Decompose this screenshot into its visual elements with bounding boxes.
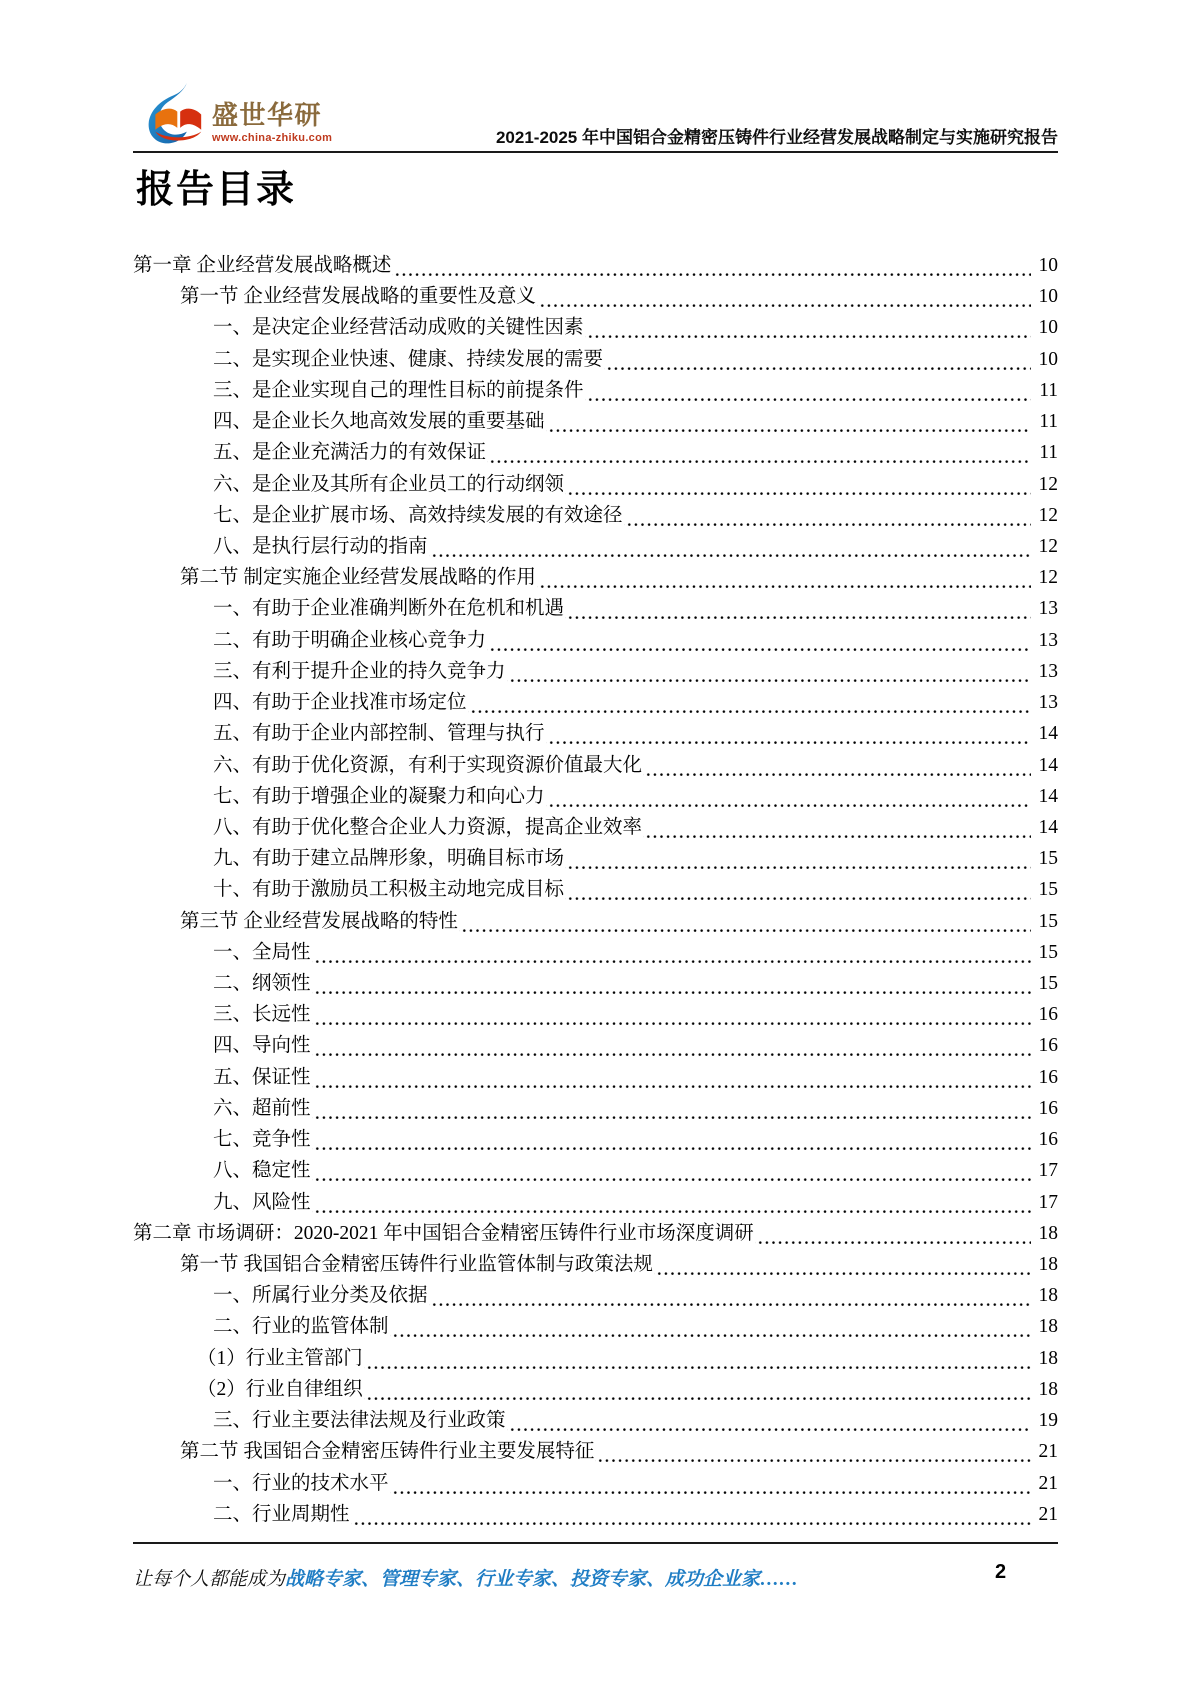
toc-entry-page: 21 [1038,1441,1058,1463]
toc-leader-dots [459,906,1031,937]
toc-entry-text: 第二节 我国铝合金精密压铸件行业主要发展特征 [180,1441,595,1463]
toc-entry[interactable] [133,1187,1058,1218]
toc-leader-dots [755,1218,1031,1249]
toc-leader-dots [312,1124,1031,1155]
footer-slogan-prefix: 让每个人都能成为 [133,1569,286,1590]
toc-entry[interactable] [133,1405,1058,1436]
toc-entry[interactable] [133,781,1058,812]
toc-leader-dots [643,750,1031,781]
header-rule [133,151,1058,153]
toc-entry[interactable] [133,1155,1058,1186]
toc-leader-dots [546,718,1031,749]
toc-entry-page: 19 [1038,1410,1058,1432]
toc-entry[interactable] [133,1311,1058,1342]
footer-page-number: 2 [995,1561,1007,1583]
toc-leader-dots [537,562,1031,593]
toc-entry[interactable] [133,437,1058,468]
toc-entry-page: 18 [1038,1285,1058,1307]
toc-entry-text: 八、有助于优化整合企业人力资源，提高企业效率 [213,816,643,838]
toc-entry[interactable] [133,656,1058,687]
toc-entry-text: 六、有助于优化资源，有利于实现资源价值最大化 [213,754,643,776]
toc-entry[interactable] [133,625,1058,656]
toc-leader-dots [507,1405,1031,1436]
toc-entry-text: 第一章 企业经营发展战略概述 [133,255,392,276]
toc-entry[interactable] [133,1218,1058,1249]
toc-entry-page: 16 [1038,1035,1058,1057]
toc-entry-text: （1）行业主管部门 [197,1347,363,1369]
toc-leader-dots [487,437,1031,468]
toc-entry[interactable] [133,375,1058,406]
toc-entry-text: 三、行业主要法律法规及行业政策 [213,1410,506,1432]
toc-leader-dots [565,874,1031,905]
toc-entry-page: 18 [1038,1254,1058,1275]
toc-entry[interactable] [133,281,1058,312]
toc-entry-page: 21 [1038,1472,1058,1494]
toc-entry-page: 15 [1038,941,1058,963]
toc-entry-page: 11 [1039,379,1058,401]
toc-entry-page: 16 [1038,1097,1058,1119]
swoosh-book-logo-icon [142,83,205,146]
toc-entry-text: 二、有助于明确企业核心竞争力 [213,629,487,651]
toc-entry[interactable] [133,1468,1058,1499]
toc-entry[interactable] [133,312,1058,343]
toc-leader-dots [364,1374,1031,1405]
toc-entry-page: 16 [1038,1004,1058,1026]
toc-entry[interactable] [133,562,1058,593]
toc-entry[interactable] [133,1343,1058,1374]
toc-entry[interactable] [133,1062,1058,1093]
toc-leader-dots [604,344,1031,375]
toc-leader-dots [565,469,1031,500]
toc-entry-text: （2）行业自律组织 [197,1378,363,1400]
toc-entry[interactable] [133,1030,1058,1061]
header-doc-title: 2021-2025 年中国铝合金精密压铸件行业经营发展战略制定与实施研究报告 [495,128,1058,147]
footer-slogan-highlight: 战略专家、管理专家、行业专家、投资专家、成功企业家…… [285,1569,799,1590]
toc-leader-dots [351,1499,1031,1530]
toc-leader-dots [390,1311,1031,1342]
toc-entry[interactable] [133,1093,1058,1124]
toc-entry-page: 16 [1038,1129,1058,1151]
toc-entry-page: 12 [1038,504,1058,526]
toc-entry-page: 12 [1038,535,1058,557]
toc-entry[interactable] [133,1280,1058,1311]
toc-leader-dots [507,656,1031,687]
toc-entry-page: 16 [1038,1066,1058,1088]
toc-entry-page: 15 [1038,973,1058,995]
toc-entry-page: 11 [1039,411,1058,433]
toc-entry-text: 第二章 市场调研：2020-2021 年中国铝合金精密压铸件行业市场深度调研 [133,1222,754,1244]
toc-entry-text: 一、全局性 [213,941,311,963]
toc-entry-text: 十、有助于激励员工积极主动地完成目标 [213,879,565,901]
toc-entry-text: 一、是决定企业经营活动成败的关键性因素 [213,317,584,339]
toc-entry-text: 五、保证性 [213,1066,311,1088]
toc-entry-text: 一、有助于企业准确判断外在危机和机遇 [213,598,565,620]
toc-entry-text: 九、有助于建立品牌形象，明确目标市场 [213,848,565,870]
toc-leader-dots [312,1062,1031,1093]
toc-entry-text: 五、有助于企业内部控制、管理与执行 [213,723,545,745]
toc-entry-page: 10 [1038,317,1058,339]
toc-leader-dots [312,937,1031,968]
footer-rule [133,1542,1058,1544]
toc-entry-page: 13 [1038,692,1058,714]
toc-entry-text: 第三节 企业经营发展战略的特性 [180,910,458,932]
toc-entry-page: 18 [1038,1347,1058,1369]
toc-entry-page: 14 [1038,785,1058,807]
toc-entry-text: 四、导向性 [213,1035,311,1057]
footer-slogan [133,1564,798,1591]
toc-entry-text: 第一节 我国铝合金精密压铸件行业监管体制与政策法规 [180,1254,653,1275]
toc-entry-text: 九、风险性 [213,1191,311,1213]
logo-brand-text: 盛世华研 [212,100,323,130]
toc-entry[interactable] [133,968,1058,999]
toc-entry-page: 21 [1038,1503,1058,1525]
toc-entry[interactable] [133,1499,1058,1530]
toc-entry[interactable] [133,406,1058,437]
toc-leader-dots [546,781,1031,812]
toc-entry-text: 三、有利于提升企业的持久竞争力 [213,660,506,682]
toc-entry[interactable] [133,718,1058,749]
toc-entry-text: 八、稳定性 [213,1160,311,1182]
toc-entry[interactable] [133,1374,1058,1405]
toc-entry[interactable] [133,500,1058,531]
toc-entry-text: 五、是企业充满活力的有效保证 [213,442,487,464]
toc-leader-dots [312,1187,1031,1218]
logo [142,83,332,146]
toc-entry-text: 第二节 制定实施企业经营发展战略的作用 [180,567,536,589]
toc-entry-text: 第一节 企业经营发展战略的重要性及意义 [180,286,536,308]
toc-entry-page: 14 [1038,816,1058,838]
toc-leader-dots [565,593,1031,624]
toc-leader-dots [585,375,1031,406]
toc-entry-text: 七、是企业扩展市场、高效持续发展的有效途径 [213,504,623,526]
toc-leader-dots [565,843,1031,874]
toc-entry[interactable] [133,469,1058,500]
toc-entry-text: 二、行业周期性 [213,1503,350,1525]
toc-entry-text: 四、有助于企业找准市场定位 [213,692,467,714]
toc-entry-text: 二、是实现企业快速、健康、持续发展的需要 [213,348,604,370]
toc-leader-dots [595,1436,1031,1467]
toc-entry[interactable] [133,593,1058,624]
toc-leader-dots [643,812,1031,843]
toc-entry-page: 18 [1038,1316,1058,1338]
toc-entry-text: 八、是执行层行动的指南 [213,535,428,557]
toc-leader-dots [654,1249,1031,1280]
toc-entry-page: 17 [1038,1191,1058,1213]
toc-entry[interactable] [133,843,1058,874]
toc-entry-page: 14 [1038,754,1058,776]
toc-entry-text: 一、行业的技术水平 [213,1472,389,1494]
toc-entry-page: 10 [1038,255,1058,276]
toc-leader-dots [392,250,1031,281]
toc-entry[interactable] [133,250,1058,281]
page-title: 报告目录 [136,169,297,211]
toc-leader-dots [429,1280,1031,1311]
toc-entry[interactable] [133,687,1058,718]
toc-entry-page: 12 [1038,567,1058,589]
toc-leader-dots [624,500,1031,531]
toc-leader-dots [312,1093,1031,1124]
toc-entry-page: 11 [1039,442,1058,464]
toc-entry-text: 七、竞争性 [213,1129,311,1151]
toc-leader-dots [312,968,1031,999]
toc-leader-dots [364,1343,1031,1374]
toc-entry-text: 二、行业的监管体制 [213,1316,389,1338]
toc-entry[interactable] [133,937,1058,968]
toc-entry[interactable] [133,1436,1058,1467]
toc-leader-dots [546,406,1031,437]
toc-entry-page: 13 [1038,598,1058,620]
toc-entry[interactable] [133,531,1058,562]
toc-leader-dots [585,312,1031,343]
toc-entry-page: 15 [1038,910,1058,932]
toc-entry-text: 二、纲领性 [213,973,311,995]
toc-entry-page: 15 [1038,879,1058,901]
toc-entry[interactable] [133,344,1058,375]
logo-url-text: www.china-zhiku.com [212,132,333,144]
toc-entry[interactable] [133,999,1058,1030]
toc-leader-dots [312,1030,1031,1061]
toc-entry-page: 10 [1038,348,1058,370]
toc-entry-page: 14 [1038,723,1058,745]
toc-entry-text: 四、是企业长久地高效发展的重要基础 [213,411,545,433]
toc-entry-page: 12 [1038,473,1058,495]
toc-entry-text: 七、有助于增强企业的凝聚力和向心力 [213,785,545,807]
toc-leader-dots [312,999,1031,1030]
toc-entry[interactable] [133,750,1058,781]
toc-entry-text: 三、长远性 [213,1004,311,1026]
toc-leader-dots [429,531,1031,562]
toc-entry-page: 17 [1038,1160,1058,1182]
toc-entry[interactable] [133,874,1058,905]
toc-entry-page: 18 [1038,1222,1058,1244]
toc-entry[interactable] [133,906,1058,937]
toc-entry-page: 13 [1038,660,1058,682]
toc-leader-dots [312,1155,1031,1186]
table-of-contents [133,250,1058,1530]
toc-entry-text: 六、超前性 [213,1097,311,1119]
toc-entry[interactable] [133,812,1058,843]
toc-entry[interactable] [133,1249,1058,1280]
toc-entry-page: 18 [1038,1378,1058,1400]
toc-entry-page: 13 [1038,629,1058,651]
toc-leader-dots [487,625,1031,656]
toc-entry-text: 三、是企业实现自己的理性目标的前提条件 [213,379,584,401]
toc-entry-text: 一、所属行业分类及依据 [213,1285,428,1307]
toc-leader-dots [468,687,1031,718]
toc-entry-page: 15 [1038,848,1058,870]
toc-entry-text: 六、是企业及其所有企业员工的行动纲领 [213,473,565,495]
toc-entry-page: 10 [1038,286,1058,308]
toc-entry[interactable] [133,1124,1058,1155]
toc-leader-dots [390,1468,1031,1499]
toc-leader-dots [537,281,1031,312]
